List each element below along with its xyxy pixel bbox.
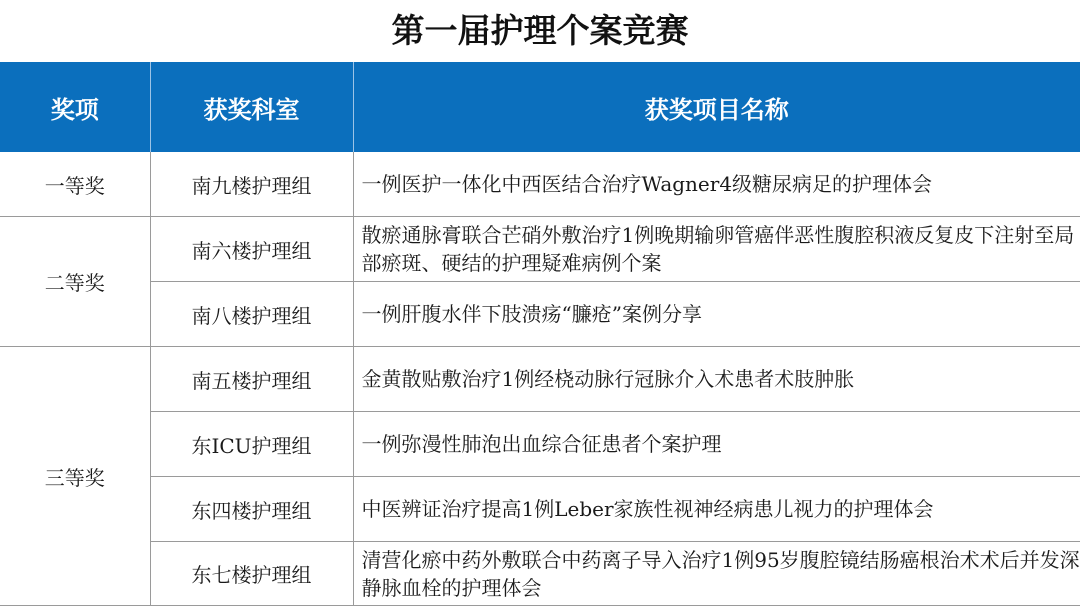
department-cell: 南八楼护理组 (150, 282, 353, 347)
department-cell: 东七楼护理组 (150, 542, 353, 606)
award-second-prize: 二等奖 (0, 217, 150, 347)
table-row (0, 477, 1080, 542)
project-cell: 清营化瘀中药外敷联合中药离子导入治疗1例95岁腹腔镜结肠癌根治术术后并发深静脉血栓的护理体会 (353, 542, 1080, 606)
department-cell: 南九楼护理组 (150, 152, 353, 217)
project-cell: 中医辨证治疗提高1例Leber家族性视神经病患儿视力的护理体会 (353, 477, 1080, 542)
project-cell: 一例肝腹水伴下肢溃疡“臁疮”案例分享 (353, 282, 1080, 347)
header-department: 获奖科室 (150, 62, 353, 152)
project-cell: 散瘀通脉膏联合芒硝外敷治疗1例晚期输卵管癌伴恶性腹腔积液反复皮下注射至局部瘀斑、硬结的护理疑难病例个案 (353, 217, 1080, 282)
award-first-prize: 一等奖 (0, 152, 150, 217)
table-row (0, 542, 1080, 606)
table-row (0, 217, 1080, 282)
table-row (0, 152, 1080, 217)
project-cell: 金黄散贴敷治疗1例经桡动脉行冠脉介入术患者术肢肿胀 (353, 347, 1080, 412)
department-cell: 南六楼护理组 (150, 217, 353, 282)
department-cell: 东ICU护理组 (150, 412, 353, 477)
award-third-prize: 三等奖 (0, 347, 150, 606)
table-row (0, 412, 1080, 477)
department-cell: 东四楼护理组 (150, 477, 353, 542)
project-cell: 一例弥漫性肺泡出血综合征患者个案护理 (353, 412, 1080, 477)
table-row (0, 282, 1080, 347)
table-row (0, 347, 1080, 412)
page-title: 第一届护理个案竞赛 (391, 11, 689, 50)
table-header-row (0, 62, 1080, 152)
header-project-name: 获奖项目名称 (353, 62, 1080, 152)
header-award: 奖项 (0, 62, 150, 152)
award-table (0, 62, 1080, 606)
project-cell: 一例医护一体化中西医结合治疗Wagner4级糖尿病足的护理体会 (353, 152, 1080, 217)
department-cell: 南五楼护理组 (150, 347, 353, 412)
